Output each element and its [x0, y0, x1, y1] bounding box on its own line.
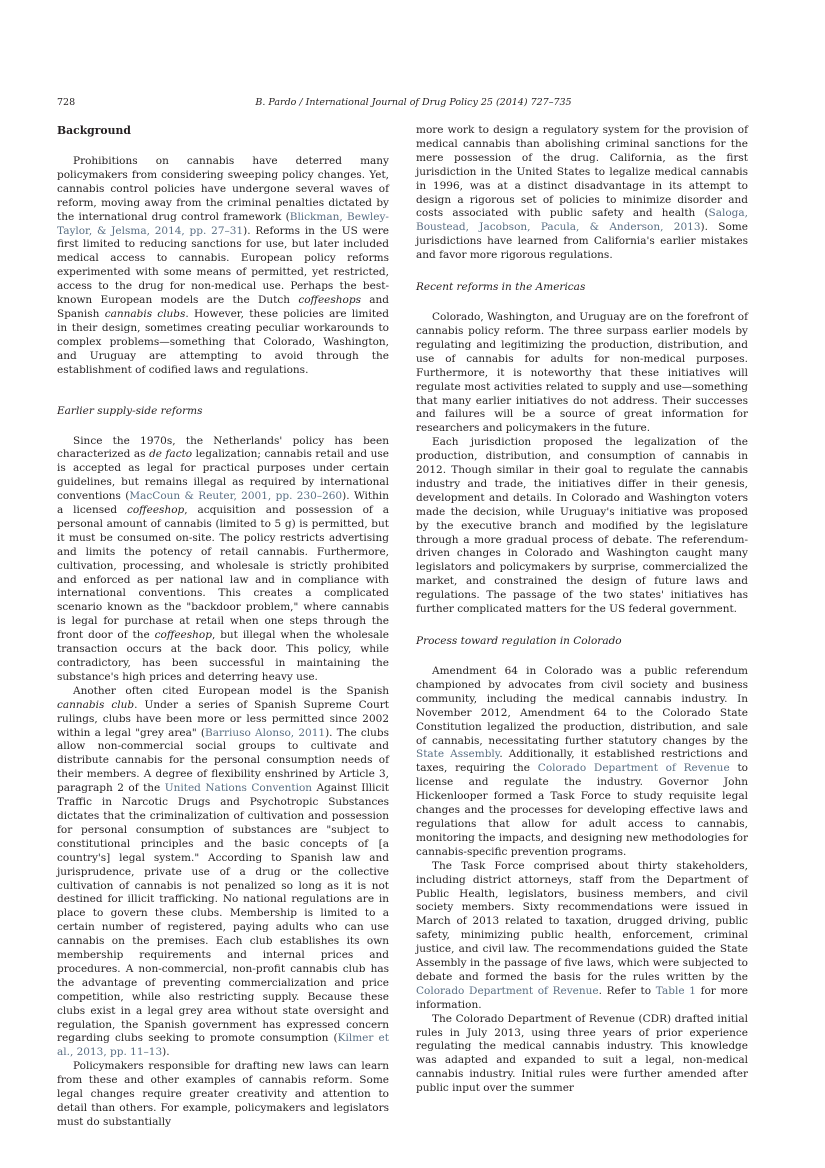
subsection-heading-earlier-reforms: Earlier supply-side reforms [57, 404, 203, 417]
citation-link[interactable]: Saloga, Boustead, Jacobson, Pacula, & Anderson, 2013 [416, 207, 748, 234]
citation-link[interactable]: Colorado Department of Revenue [416, 984, 599, 997]
left-column [57, 124, 389, 1130]
citation-link[interactable]: Barriuso Alonso, 2011 [205, 726, 326, 739]
citation-link[interactable]: Kilmer et al., 2013, pp. 11–13 [57, 1032, 389, 1059]
paragraph: The Colorado Department of Revenue (CDR) drafted initial rules in July 2013, using three years of prior experience regulating the medical cannabis industry. This knowledge was adapted and expanded to suit a legal, non-medical cannabis industry. Initial rules were further amended after public input over the summer [416, 1012, 748, 1095]
subsection-heading-recent-reforms: Recent reforms in the Americas [416, 281, 586, 294]
running-header [57, 97, 770, 111]
right-column [416, 124, 748, 1096]
section-heading-background: Background [57, 124, 131, 137]
paragraph: Colorado, Washington, and Uruguay are on the forefront of cannabis policy reform. The three surpass earlier models by regulating and legitimizing the production, distribution, and use of cannabis for adults for non-medical purposes. Furthermore, it is noteworthy that these initiatives will regulate most activities related to supply and use—something that many earlier initiatives do not address. Their successes and failures will be a source of great information for researchers and policymakers in the future. [416, 311, 748, 435]
page-number: 728 [57, 97, 76, 108]
citation-link[interactable]: United Nations Convention [164, 782, 313, 795]
journal-reference: B. Pardo / International Journal of Drug Policy 25 (2014) 727–735 [255, 97, 572, 108]
citation-link[interactable]: MacCoun & Reuter, 2001, pp. 230–260 [129, 490, 343, 503]
paragraph: Prohibitions on cannabis have deterred many policymakers from considering sweeping policy changes. Yet, cannabis control policies have undergone several waves of reform, moving away from the criminal penalties dictated by the international drug control framework (Blickman, Bewley-Taylor, & Jelsma, 2014, pp. 27–31). Reforms in the US were first limited to reducing sanctions for use, but later included medical access to cannabis. European policy reforms experimented with some means of permitted, yet restricted, access to the drug for non-medical use. Perhaps the best-known European models are the Dutch coffeeshops and Spanish cannabis clubs. However, these policies are limited in their design, sometimes creating peculiar workarounds to complex problems—something that Colorado, Washington, and Uruguay are attempting to avoid through the establishment of codified laws and regulations. [57, 155, 389, 376]
citation-link[interactable]: Blickman, Bewley-Taylor, & Jelsma, 2014, pp. 27–31 [57, 210, 389, 237]
paragraph: Policymakers responsible for drafting new laws can learn from these and other examples of cannabis reform. Some legal changes require greater creativity and attention to detail than others. For example, policymakers and legislators must do substantially [57, 1060, 389, 1128]
paragraph: The Task Force comprised about thirty stakeholders, including district attorneys, staff from the Department of Public Health, legislators, business members, and civil society members. Sixty recommendations were issued in March of 2013 related to taxation, drugged driving, public safety, minimizing public health, enforcement, criminal justice, and civil law. The recommendations guided the State Assembly in the passage of five laws, which were subjected to debate and formed the basis for the rules written by the Colorado Department of Revenue. Refer to Table 1 for more information. [416, 859, 749, 1011]
table-reference-link[interactable]: Table 1 [655, 984, 696, 997]
paragraph: Since the 1970s, the Netherlands' policy has been characterized as de facto legalization; cannabis retail and use is accepted as legal for practical purposes under certain guidelines, but remains illegal as required by international conventions (MacCoun & Reuter, 2001, pp. 230–260). Within a licensed coffeeshop, acquisition and possession of a personal amount of cannabis (limited to 5 g) is permitted, but it must be consumed on-site. The policy restricts advertising and limits the potency of retail cannabis. Furthermore, cultivation, processing, and wholesale is strictly prohibited and enforced as per national law and in compliance with international conventions. This creates a complicated scenario known as the "backdoor problem," where cannabis is legal for purchase at retail when one steps through the front door of the coffeeshop, but illegal when the wholesale transaction occurs at the back door. This policy, while contradictory, has been successful in maintaining the substance's high prices and deterring heavy use. [57, 434, 390, 683]
citation-link[interactable]: State Assembly [416, 748, 500, 761]
paragraph: Each jurisdiction proposed the legalization of the production, distribution, and consumption of cannabis in 2012. Though similar in their goal to regulate the cannabis industry and trade, the initiatives differ in their genesis, development and details. In Colorado and Washington voters made the decision, while Uruguay's initiative was proposed by the executive branch and modified by the legislature through a more gradual process of debate. The referendum-driven changes in Colorado and Washington caught many legislators and policymakers by surprise, commercialized the market, and constrained the design of future laws and regulations. The passage of the two states' initiatives has further complicated matters for the US federal government. [416, 436, 748, 616]
paragraph: more work to design a regulatory system for the provision of medical cannabis than abolishing criminal sanctions for the mere possession of the drug. California, as the first jurisdiction in the United States to legalize medical cannabis in 1996, was at a distinct disadvantage in its attempt to design a rigorous set of policies to minimize disorder and costs associated with public safety and health (Saloga, Boustead, Jacobson, Pacula, & Anderson, 2013). Some jurisdictions have learned from California's earlier mistakes and favor more rigorous regulations. [416, 124, 748, 262]
subsection-heading-colorado: Process toward regulation in Colorado [416, 635, 622, 647]
citation-link[interactable]: Colorado Department of Revenue [537, 762, 730, 775]
paragraph: Another often cited European model is the Spanish cannabis club. Under a series of Spanish Supreme Court rulings, clubs have been more or less permitted since 2002 within a legal "grey area" (Barriuso Alonso, 2011). The clubs allow non-commercial social groups to cultivate and distribute cannabis for the personal consumption needs of their members. A degree of flexibility enshrined by Article 3, paragraph 2 of the United Nations Convention Against Illicit Traffic in Narcotic Drugs and Psychotropic Substances dictates that the criminalization of cultivation and possession for personal consumption of substances are "subject to constitutional principles and the basic concepts of [a country's] legal system." According to Spanish law and jurisprudence, private use of a drug or the collective cultivation of cannabis is not penalized so long as it is not destined for illicit trafficking. No national regulations are in place to govern these clubs. Membership is limited to a certain number of registered, paying adults who can use cannabis on the premises. Each club establishes its own membership requirements and internal prices and procedures. A non-commercial, non-profit cannabis club has the advantage of preventing commercialization and price competition, while also restricting supply. Because these clubs exist in a legal grey area without state oversight and regulation, the Spanish government has expressed concern regarding clubs seeking to promote consumption (Kilmer et al., 2013, pp. 11–13). [57, 684, 389, 1059]
paragraph: Amendment 64 in Colorado was a public referendum championed by advocates from civil society and business community, including the medical cannabis industry. In November 2012, Amendment 64 to the Colorado State Constitution legalized the production, distribution, and sale of cannabis, necessitating further statutory changes by the State Assembly. Additionally, it established restrictions and taxes, requiring the Colorado Department of Revenue to license and regulate the industry. Governor John Hickenlooper formed a Task Force to study requisite legal changes and the processes for developing effective laws and regulations that allow for adult access to cannabis, monitoring the impacts, and designing new methodologies for cannabis-specific prevention programs. [416, 665, 748, 858]
